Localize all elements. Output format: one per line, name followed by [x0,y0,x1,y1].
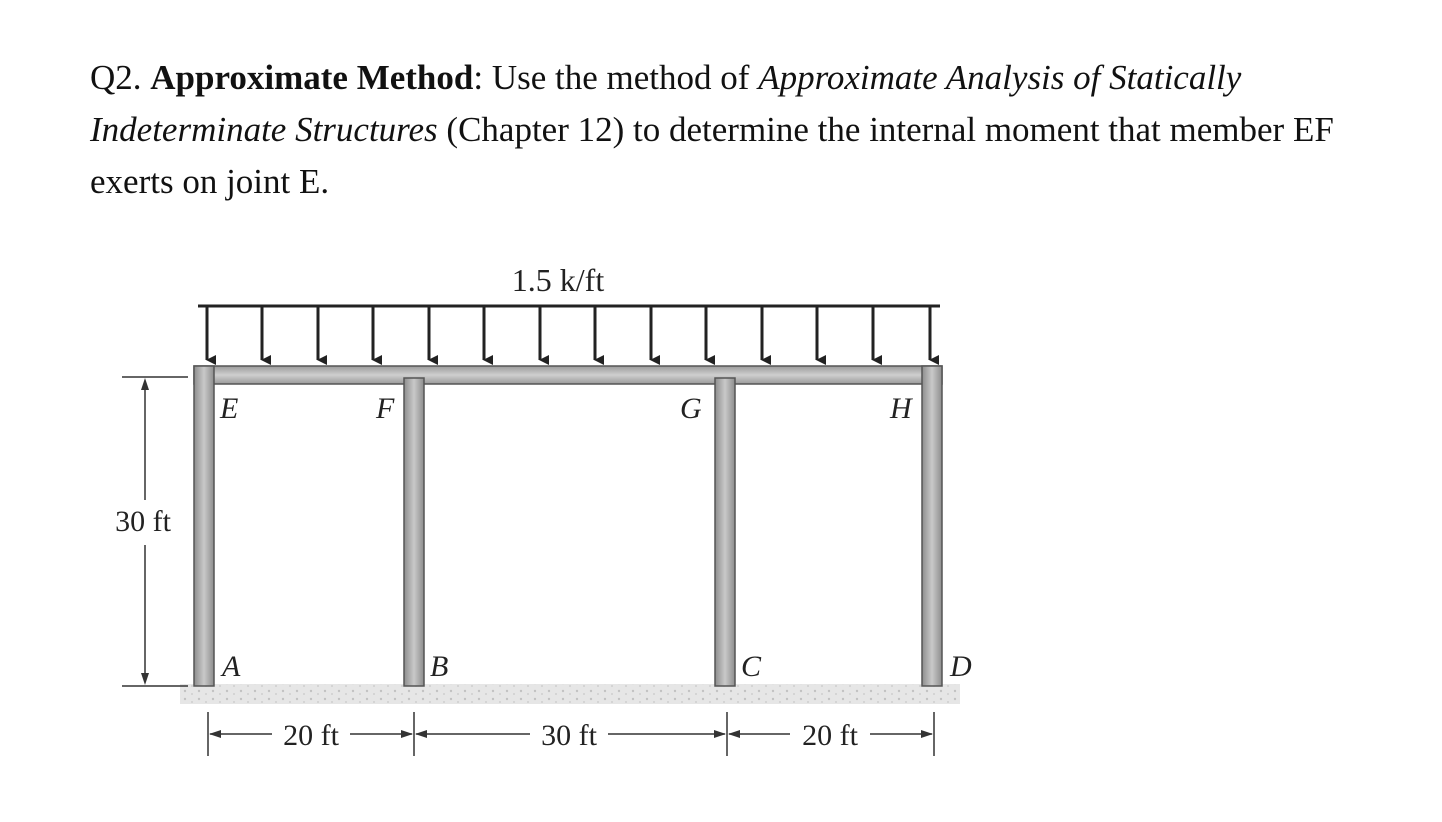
joint-b-label: B [430,650,449,683]
chapter-title: Approximate Analysis of Statically Indeterminate Structures [90,58,1242,149]
joint-a-label: A [222,650,241,683]
ground [180,684,960,704]
column-fb [404,378,424,686]
column-ea [194,366,214,686]
joint-h-label: H [890,392,912,425]
height-label: 30 ft [115,505,171,538]
column-gc [715,378,735,686]
method-title: Approximate Method [150,58,474,97]
load-label: 1.5 k/ft [511,262,605,298]
question-text: Q2. Approximate Method: Use the method of Approximate Analysis of Statically Indeterminate Structures (Chapter 12) to determine the internal moment that member EF exerts on joint E. [90,58,1334,201]
joint-f-label: F [376,392,395,425]
joint-c-label: C [741,650,762,683]
joint-d-label: D [950,650,972,683]
joint-e-label: E [220,392,239,425]
question-number: Q2. [90,58,142,97]
span-label-1: 20 ft [283,719,339,752]
span-label-3: 20 ft [802,719,858,752]
joint-g-label: G [680,392,702,425]
span-label-2: 30 ft [541,719,597,752]
distributed-load-arrows [198,306,940,360]
beam-efgh [194,366,942,384]
column-hd [922,366,942,686]
